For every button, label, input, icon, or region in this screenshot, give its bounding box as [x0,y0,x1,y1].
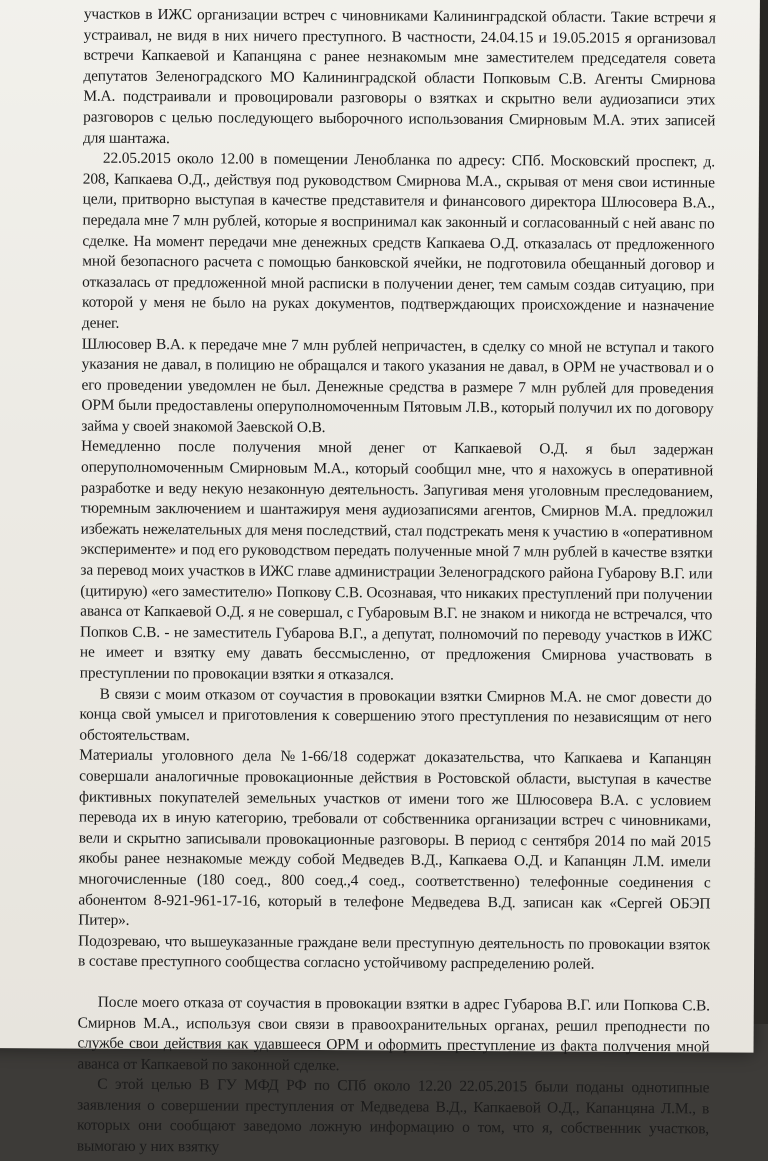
paragraph: С этой целью В ГУ МФД РФ по СПб около 12.20 22.05.2015 были поданы однотипные заявления о совершении преступления от Медведева В.Д., Капкаевой О.Д., Капанцяна Л.М., в которых они сообщают заведомо ложную информацию о том, что я, собственник участков, вымогаю у них взятку [76,1075,710,1156]
paragraph: После моего отказа от соучастия в провокации взятки в адрес Губарова В.Г. или Попкова С.В. Смирнов М.А., используя свои связи в правоохранительных органах, решил преподнести по службе свои действия как удавшееся ОРМ и оформить преступление из факта получения мной аванса от Капкаевой по законной сделке. [77,993,710,1074]
paragraph: участков в ИЖС организации встреч с чиновниками Калининградской области. Такие встречи я устраивал, не видя в них ничего преступного. В частности, 24.04.15 и 19.05.2015 я организовал встречи Капкаевой и Капанцяна с ранее незнакомым мне заместителем председателя совета депутатов Зеленоградского МО Калининградской области Попковым С.В. Агенты Смирнова М.А. подстраивали и провоцировали разговоры о взятках и скрытно вели аудиозаписи этих разговоров с целью последующего выборочного использования Смирновым М.А. этих записей для шантажа. [83,5,716,147]
paragraph: Шлюсовер В.А. к передаче мне 7 млн рублей непричастен, в сделку со мной не вступал и такого указания не давал, в полицию не обращался и такого указания не давал, в ОРМ не участвовал и о его проведении уведомлен не был. Денежные средства в размере 7 млн рублей для проведения ОРМ были предоставлены оперуполномоченным Пятовым Л.В., который получил их по договору займа у своей знакомой Заевской О.В. [81,335,714,436]
paragraph: Подозреваю, что вышеуказанные граждане вели преступную деятельность по провокации взяток в составе преступного сообщества согласно устойчивому распределению ролей. [78,932,711,974]
paragraph: Материалы уголовного дела №1-66/18 содержат доказательства, что Капкаева и Капанцян совершали аналогичные провокационные действия в Ростовской области, выступая в качестве фиктивных покупателей земельных участков от имени того же Шлюсовера В.А. с условием перевода их в иную категорию, требовали от собственника организации встреч с чиновниками, вели и скрытно записывали провокационные разговоры. В период с сентября 2014 по май 2015 якобы ранее незнакомые между собой Медведев В.Д., Капкаева О.Д. и Капанцян Л.М. имели многочисленные (180 соед., 800 соед.,4 соед., соответственно) телефонные соединения с абонентом 8-921-961-17-16, который в телефоне Медведева В.Д. записан как «Сергей ОБЭП Питер». [78,746,712,929]
paragraph: В связи с моим отказом от соучастия в провокации взятки Смирнов М.А. не смог довести до конца свой умысел и приготовления к совершению этого преступления по независящим от него обстоятельствам. [79,685,712,745]
document-text [77,5,716,1161]
paragraph: 22.05.2015 около 12.00 в помещении Ленобланка по адресу: СПб. Московский проспект, д. 208, Капкаева О.Д., действуя под руководством Смирнова М.А., скрывая от меня свои истинные цели, притворно выступая в качестве представителя и финансового директора Шлюсовера В.А., передала мне 7 млн рублей, которые я воспринимал как законный и согласованный с ней аванс по сделке. На момент передачи мне денежных средств Капкаева О.Д. отказалась от предложенного мной безопасного расчета с помощью банковской ячейки, не подготовила обещанный договор и отказалась от предложенной мной расписки в получении денег, тем самым создав ситуацию, при которой у меня не было на руках документов, подтверждающих происхождение и назначение денег. [81,149,716,332]
paragraph: Немедленно после получения мной денег от Капкаевой О.Д. я был задержан оперуполномоченным Смирновым М.А., который сообщил мне, что я нахожусь в оперативной разработке и веду некую незаконную деятельность. Запугивая меня уголовным преследованием, тюремным заключением и шантажируя меня аудиозаписями агентов, Смирнов М.А. предложил избежать нежелательных для меня последствий, стал подстрекать меня к участию в «оперативном эксперименте» и под его руководством передать полученные мной 7 млн рублей в качестве взятки за перевод моих участков в ИЖС главе администрации Зеленоградского района Губарову В.Г. или (цитирую) «его заместителю» Попкову С.В. Осознавая, что никаких преступлений при получении аванса от Капкаевой О.Д. я не совершал, с Губаровым В.Г. не знаком и никогда не встречался, что Попков С.В. - не заместитель Губарова В.Г., а депутат, полномочий по переводу участков в ИЖС не имеет и взятку ему давать бессмысленно, от предложения Смирнова участвовать в преступлении по провокации взятки я отказался. [79,438,714,684]
